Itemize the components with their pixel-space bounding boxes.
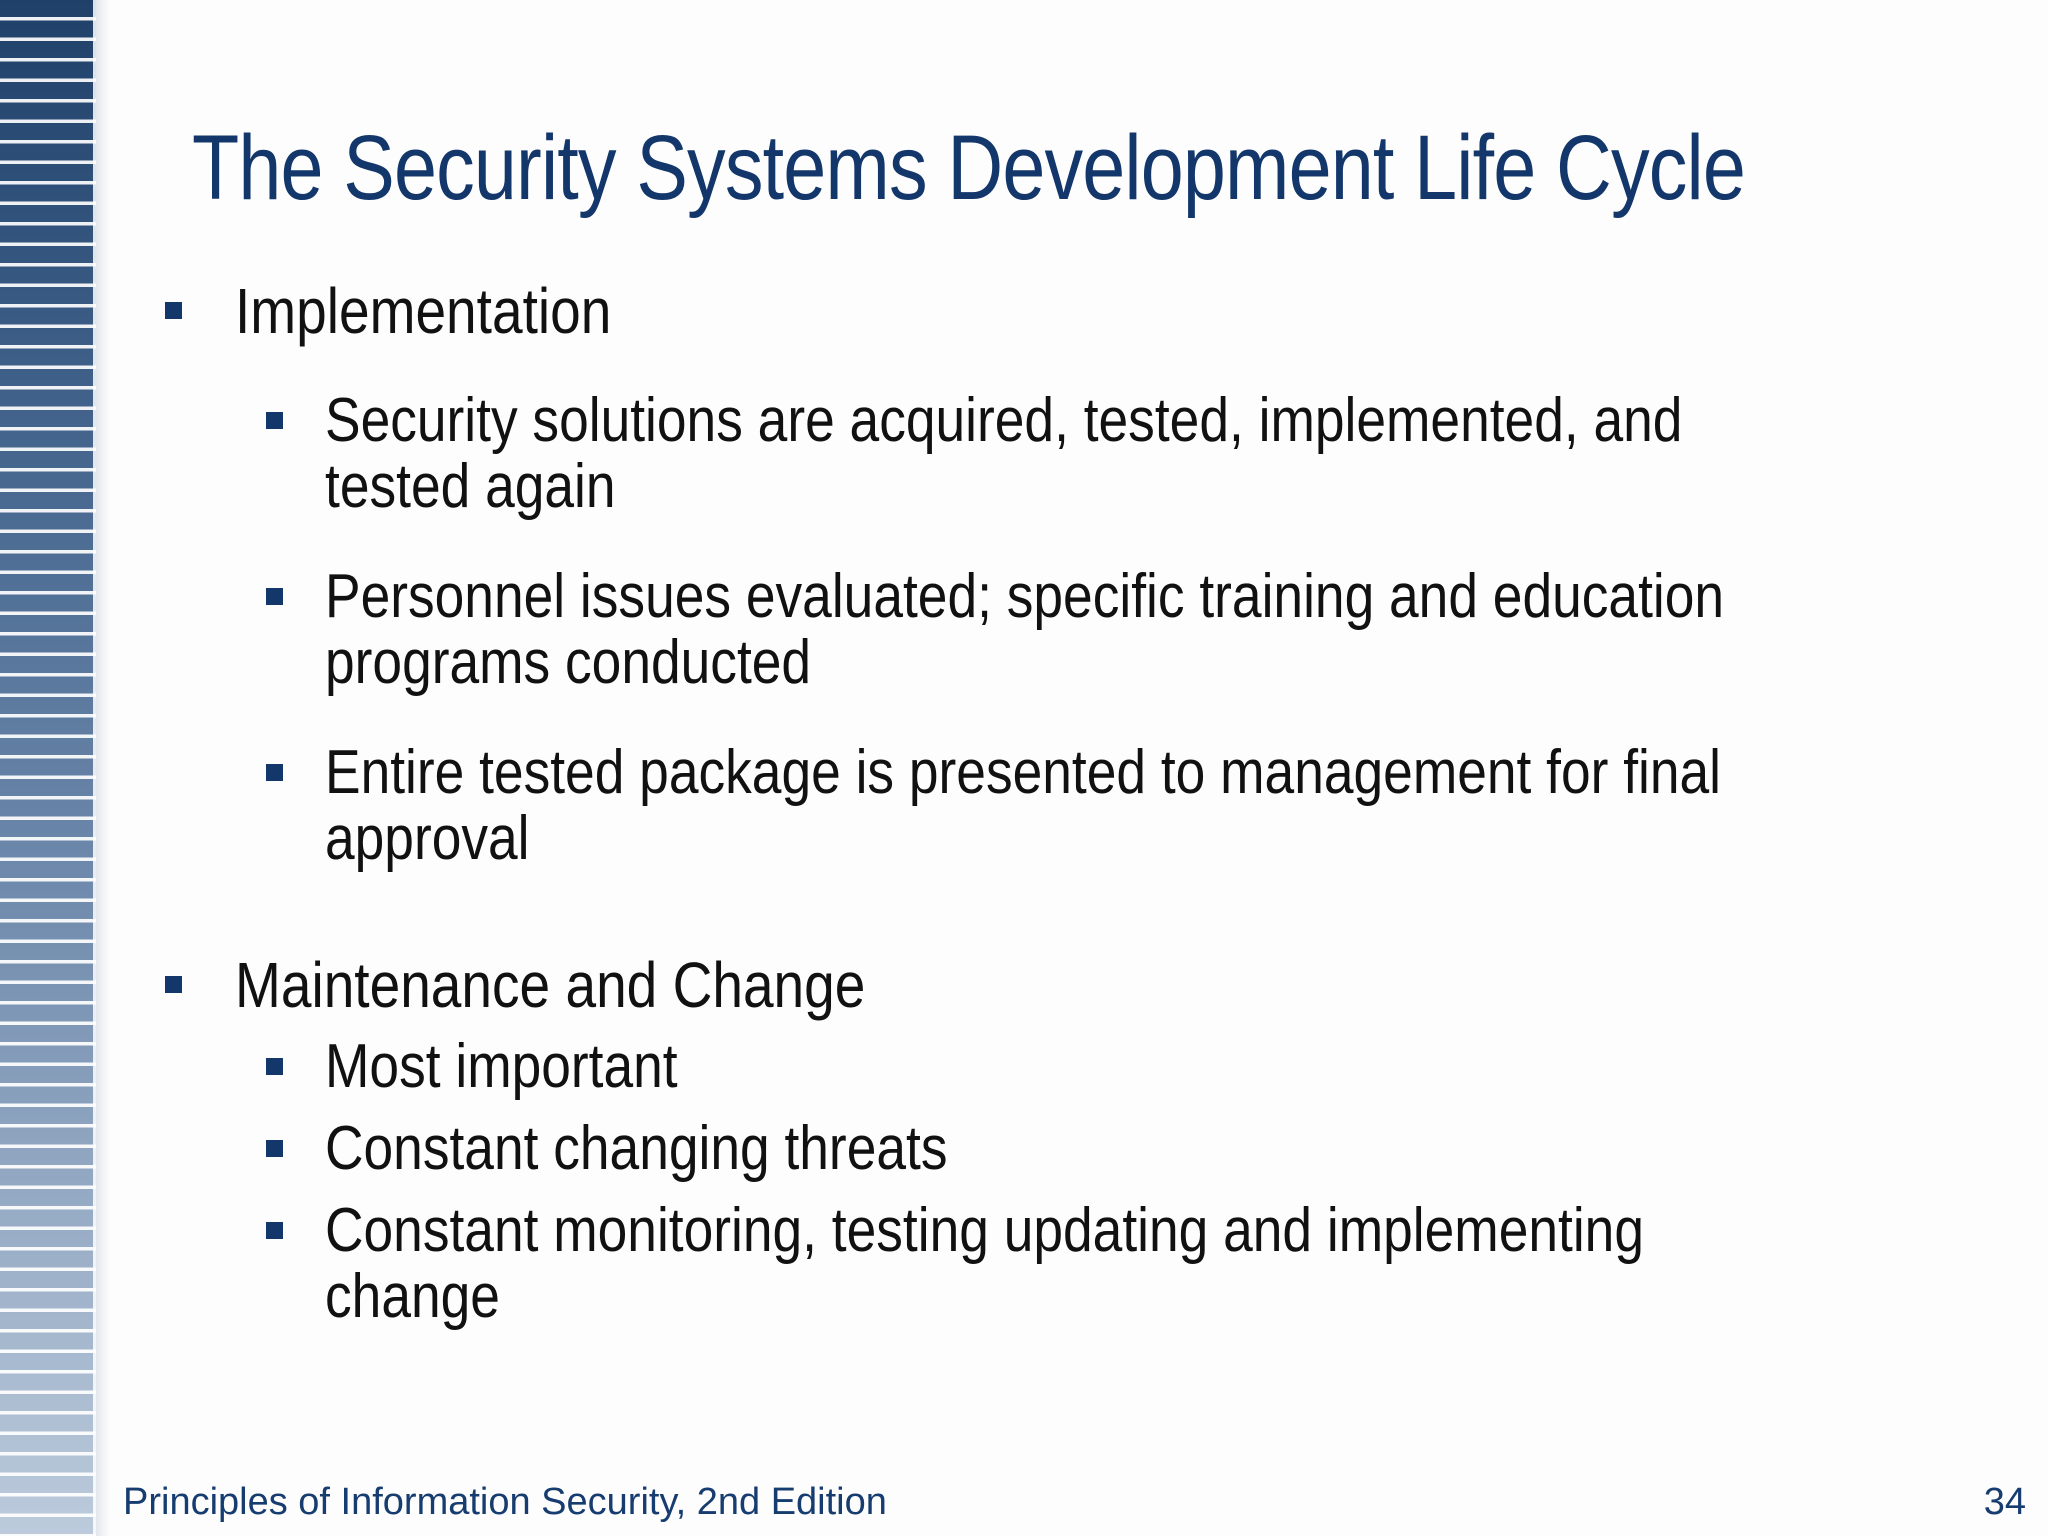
bullet-marker [266,1058,283,1075]
section-heading-implementation: Implementation [235,275,612,347]
list-item [325,388,1682,520]
bullet-marker [165,976,182,993]
bullet-marker [266,1140,283,1157]
list-item [325,1034,678,1100]
list-item-line: Most important [325,1032,678,1101]
section-heading-maintenance: Maintenance and Change [235,949,866,1021]
list-item-line: Entire tested package is presented to management for final [325,738,1722,807]
list-item [325,740,1721,872]
bullet-marker [165,302,182,319]
list-item-line: change [325,1262,500,1331]
list-item-line: Security solutions are acquired, tested, implemented, and [325,386,1683,455]
list-item [325,1116,947,1182]
list-item-line: Constant monitoring, testing updating and implementing [325,1196,1644,1265]
bullet-marker [266,588,283,605]
bullet-marker [266,764,283,781]
list-item-line: approval [325,804,530,873]
list-item [325,1198,1644,1330]
bullet-marker [266,412,283,429]
list-item [325,564,1724,696]
list-item-line: programs conducted [325,628,812,697]
page-number: 34 [1983,1481,2026,1523]
list-item-line: tested again [325,452,616,521]
slide-title: The Security Systems Development Life Cycle [192,117,1746,219]
footer-source: Principles of Information Security, 2nd Edition [123,1481,887,1523]
bullet-marker [266,1222,283,1239]
list-item-line: Personnel issues evaluated; specific training and education [325,562,1725,631]
list-item-line: Constant changing threats [325,1114,948,1183]
